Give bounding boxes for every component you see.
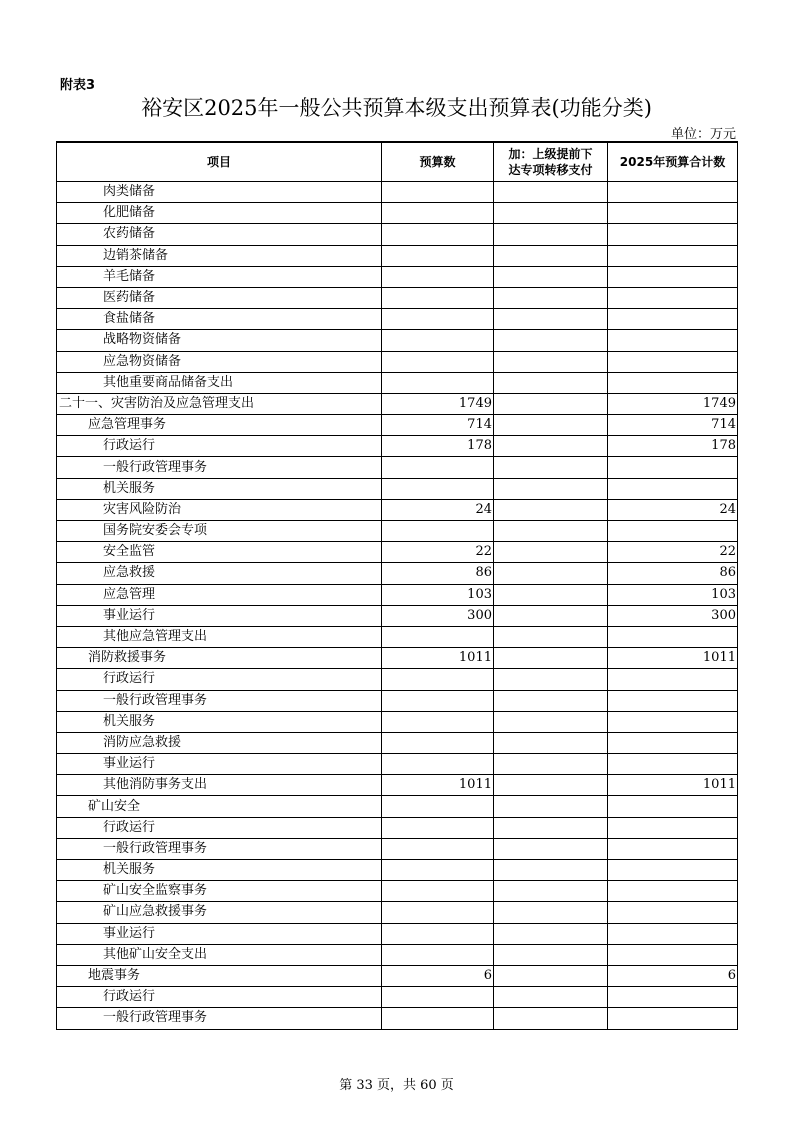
- row-total-value: [608, 330, 738, 351]
- row-total-value: [608, 987, 738, 1008]
- row-item-name: 矿山安全监察事务: [57, 881, 382, 902]
- row-transfer-value: [494, 415, 608, 436]
- row-total-value: [608, 881, 738, 902]
- table-row: [57, 393, 738, 414]
- header-item: 项目: [57, 142, 382, 182]
- row-budget-value: [382, 182, 494, 203]
- row-transfer-value: [494, 711, 608, 732]
- table-row: [57, 881, 738, 902]
- table-row: [57, 902, 738, 923]
- row-total-value: [608, 626, 738, 647]
- row-budget-value: [382, 838, 494, 859]
- table-row: [57, 478, 738, 499]
- row-transfer-value: [494, 203, 608, 224]
- table-body: [57, 182, 738, 1030]
- row-item-name: 战略物资储备: [57, 330, 382, 351]
- row-transfer-value: [494, 923, 608, 944]
- row-budget-value: 103: [382, 584, 494, 605]
- row-transfer-value: [494, 542, 608, 563]
- table-row: [57, 1008, 738, 1029]
- row-budget-value: [382, 626, 494, 647]
- row-budget-value: [382, 754, 494, 775]
- row-budget-value: [382, 732, 494, 753]
- row-transfer-value: [494, 351, 608, 372]
- table-row: [57, 860, 738, 881]
- row-item-name: 其他应急管理支出: [57, 626, 382, 647]
- row-transfer-value: [494, 287, 608, 308]
- row-total-value: 178: [608, 436, 738, 457]
- row-transfer-value: [494, 1008, 608, 1029]
- row-transfer-value: [494, 182, 608, 203]
- table-row: [57, 563, 738, 584]
- table-row: [57, 711, 738, 732]
- row-total-value: [608, 266, 738, 287]
- row-total-value: [608, 669, 738, 690]
- header-transfer: [494, 142, 608, 182]
- row-total-value: [608, 838, 738, 859]
- row-total-value: [608, 287, 738, 308]
- row-transfer-value: [494, 881, 608, 902]
- row-transfer-value: [494, 796, 608, 817]
- row-budget-value: 22: [382, 542, 494, 563]
- row-budget-value: [382, 521, 494, 542]
- row-budget-value: [382, 902, 494, 923]
- row-total-value: [608, 754, 738, 775]
- row-transfer-value: [494, 944, 608, 965]
- row-transfer-value: [494, 817, 608, 838]
- row-item-name: 肉类储备: [57, 182, 382, 203]
- table-row: [57, 965, 738, 986]
- row-total-value: [608, 372, 738, 393]
- row-item-name: 其他矿山安全支出: [57, 944, 382, 965]
- row-budget-value: [382, 923, 494, 944]
- table-row: [57, 521, 738, 542]
- row-total-value: [608, 457, 738, 478]
- row-budget-value: 714: [382, 415, 494, 436]
- table-row: [57, 245, 738, 266]
- row-item-name: 行政运行: [57, 436, 382, 457]
- attachment-label: 附表3: [60, 78, 96, 93]
- page-title: 裕安区2025年一般公共预算本级支出预算表(功能分类): [141, 96, 652, 120]
- table-row: [57, 330, 738, 351]
- row-item-name: 一般行政管理事务: [57, 457, 382, 478]
- row-total-value: [608, 690, 738, 711]
- header-transfer-line1: 加：上级提前下: [508, 147, 593, 161]
- row-budget-value: [382, 457, 494, 478]
- table-row: [57, 690, 738, 711]
- row-transfer-value: [494, 372, 608, 393]
- row-item-name: 羊毛储备: [57, 266, 382, 287]
- row-total-value: [608, 351, 738, 372]
- row-item-name: 事业运行: [57, 923, 382, 944]
- row-total-value: 1749: [608, 393, 738, 414]
- table-row: [57, 987, 738, 1008]
- row-item-name: 安全监管: [57, 542, 382, 563]
- row-total-value: 300: [608, 605, 738, 626]
- header-transfer-line2: 达专项转移支付: [508, 163, 593, 177]
- row-budget-value: 1749: [382, 393, 494, 414]
- row-budget-value: [382, 330, 494, 351]
- table-row: [57, 923, 738, 944]
- row-budget-value: 1011: [382, 648, 494, 669]
- row-item-name: 应急管理: [57, 584, 382, 605]
- table-row: [57, 436, 738, 457]
- row-budget-value: [382, 987, 494, 1008]
- row-transfer-value: [494, 584, 608, 605]
- row-item-name: 机关服务: [57, 860, 382, 881]
- row-transfer-value: [494, 626, 608, 647]
- table-row: [57, 584, 738, 605]
- row-budget-value: [382, 287, 494, 308]
- row-budget-value: [382, 478, 494, 499]
- row-budget-value: [382, 372, 494, 393]
- row-total-value: [608, 796, 738, 817]
- row-budget-value: [382, 224, 494, 245]
- row-total-value: [608, 944, 738, 965]
- table-row: [57, 351, 738, 372]
- row-transfer-value: [494, 669, 608, 690]
- row-transfer-value: [494, 902, 608, 923]
- row-budget-value: [382, 796, 494, 817]
- row-item-name: 灾害风险防治: [57, 499, 382, 520]
- table-row: [57, 457, 738, 478]
- row-item-name: 一般行政管理事务: [57, 838, 382, 859]
- header-budget: 预算数: [382, 142, 494, 182]
- row-item-name: 事业运行: [57, 754, 382, 775]
- row-budget-value: 6: [382, 965, 494, 986]
- row-transfer-value: [494, 309, 608, 330]
- row-transfer-value: [494, 605, 608, 626]
- row-transfer-value: [494, 245, 608, 266]
- row-item-name: 消防应急救援: [57, 732, 382, 753]
- table-row: [57, 415, 738, 436]
- row-item-name: 行政运行: [57, 987, 382, 1008]
- row-total-value: [608, 732, 738, 753]
- table-row: [57, 669, 738, 690]
- row-transfer-value: [494, 224, 608, 245]
- row-budget-value: [382, 266, 494, 287]
- table-row: [57, 182, 738, 203]
- row-budget-value: [382, 245, 494, 266]
- row-transfer-value: [494, 457, 608, 478]
- row-total-value: 1011: [608, 648, 738, 669]
- row-total-value: [608, 1008, 738, 1029]
- table-row: [57, 309, 738, 330]
- row-item-name: 一般行政管理事务: [57, 690, 382, 711]
- table-row: [57, 203, 738, 224]
- row-budget-value: [382, 944, 494, 965]
- page-footer: 第 33 页，共 60 页: [339, 1078, 454, 1093]
- table-row: [57, 838, 738, 859]
- row-total-value: 1011: [608, 775, 738, 796]
- row-transfer-value: [494, 690, 608, 711]
- row-item-name: 矿山应急救援事务: [57, 902, 382, 923]
- row-budget-value: [382, 881, 494, 902]
- row-item-name: 地震事务: [57, 965, 382, 986]
- row-budget-value: 24: [382, 499, 494, 520]
- row-budget-value: [382, 669, 494, 690]
- row-transfer-value: [494, 648, 608, 669]
- row-item-name: 边销茶储备: [57, 245, 382, 266]
- row-item-name: 行政运行: [57, 669, 382, 690]
- table-row: [57, 266, 738, 287]
- table-row: [57, 732, 738, 753]
- row-budget-value: 178: [382, 436, 494, 457]
- table-row: [57, 817, 738, 838]
- row-total-value: 714: [608, 415, 738, 436]
- row-item-name: 食盐储备: [57, 309, 382, 330]
- row-transfer-value: [494, 965, 608, 986]
- row-item-name: 应急救援: [57, 563, 382, 584]
- table-row: [57, 287, 738, 308]
- row-total-value: [608, 817, 738, 838]
- row-budget-value: 86: [382, 563, 494, 584]
- row-item-name: 国务院安委会专项: [57, 521, 382, 542]
- row-item-name: 事业运行: [57, 605, 382, 626]
- row-total-value: [608, 224, 738, 245]
- row-item-name: 医药储备: [57, 287, 382, 308]
- row-transfer-value: [494, 860, 608, 881]
- row-transfer-value: [494, 330, 608, 351]
- row-total-value: 24: [608, 499, 738, 520]
- row-transfer-value: [494, 499, 608, 520]
- row-item-name: 机关服务: [57, 478, 382, 499]
- row-total-value: [608, 309, 738, 330]
- row-total-value: 103: [608, 584, 738, 605]
- row-transfer-value: [494, 393, 608, 414]
- table-row: [57, 775, 738, 796]
- row-total-value: [608, 860, 738, 881]
- table-row: [57, 648, 738, 669]
- table-row: [57, 944, 738, 965]
- table-row: [57, 605, 738, 626]
- row-budget-value: [382, 309, 494, 330]
- row-item-name: 应急物资储备: [57, 351, 382, 372]
- table-row: [57, 542, 738, 563]
- table-row: [57, 626, 738, 647]
- row-transfer-value: [494, 987, 608, 1008]
- unit-label: 单位：万元: [670, 127, 736, 142]
- table-row: [57, 372, 738, 393]
- row-transfer-value: [494, 775, 608, 796]
- row-item-name: 应急管理事务: [57, 415, 382, 436]
- row-budget-value: 300: [382, 605, 494, 626]
- row-total-value: [608, 245, 738, 266]
- row-budget-value: [382, 690, 494, 711]
- row-budget-value: [382, 1008, 494, 1029]
- row-total-value: [608, 902, 738, 923]
- budget-table: [56, 141, 738, 1030]
- row-transfer-value: [494, 266, 608, 287]
- row-transfer-value: [494, 838, 608, 859]
- row-total-value: 6: [608, 965, 738, 986]
- row-budget-value: 1011: [382, 775, 494, 796]
- row-item-name: 矿山安全: [57, 796, 382, 817]
- table-row: [57, 499, 738, 520]
- row-item-name: 机关服务: [57, 711, 382, 732]
- row-item-name: 一般行政管理事务: [57, 1008, 382, 1029]
- row-item-name: 行政运行: [57, 817, 382, 838]
- header-total: 2025年预算合计数: [608, 142, 738, 182]
- row-total-value: [608, 923, 738, 944]
- table-row: [57, 754, 738, 775]
- row-total-value: 86: [608, 563, 738, 584]
- row-item-name: 农药储备: [57, 224, 382, 245]
- table-row: [57, 796, 738, 817]
- row-item-name: 化肥储备: [57, 203, 382, 224]
- row-item-name: 二十一、灾害防治及应急管理支出: [57, 393, 382, 414]
- row-transfer-value: [494, 436, 608, 457]
- row-budget-value: [382, 711, 494, 732]
- row-transfer-value: [494, 478, 608, 499]
- row-budget-value: [382, 860, 494, 881]
- row-budget-value: [382, 351, 494, 372]
- row-transfer-value: [494, 754, 608, 775]
- row-budget-value: [382, 203, 494, 224]
- row-transfer-value: [494, 563, 608, 584]
- row-total-value: [608, 478, 738, 499]
- row-total-value: 22: [608, 542, 738, 563]
- row-transfer-value: [494, 732, 608, 753]
- row-item-name: 其他重要商品储备支出: [57, 372, 382, 393]
- table-row: [57, 224, 738, 245]
- row-total-value: [608, 182, 738, 203]
- row-total-value: [608, 203, 738, 224]
- table-header-row: [57, 142, 738, 182]
- row-budget-value: [382, 817, 494, 838]
- row-total-value: [608, 711, 738, 732]
- row-item-name: 消防救援事务: [57, 648, 382, 669]
- row-total-value: [608, 521, 738, 542]
- row-transfer-value: [494, 521, 608, 542]
- row-item-name: 其他消防事务支出: [57, 775, 382, 796]
